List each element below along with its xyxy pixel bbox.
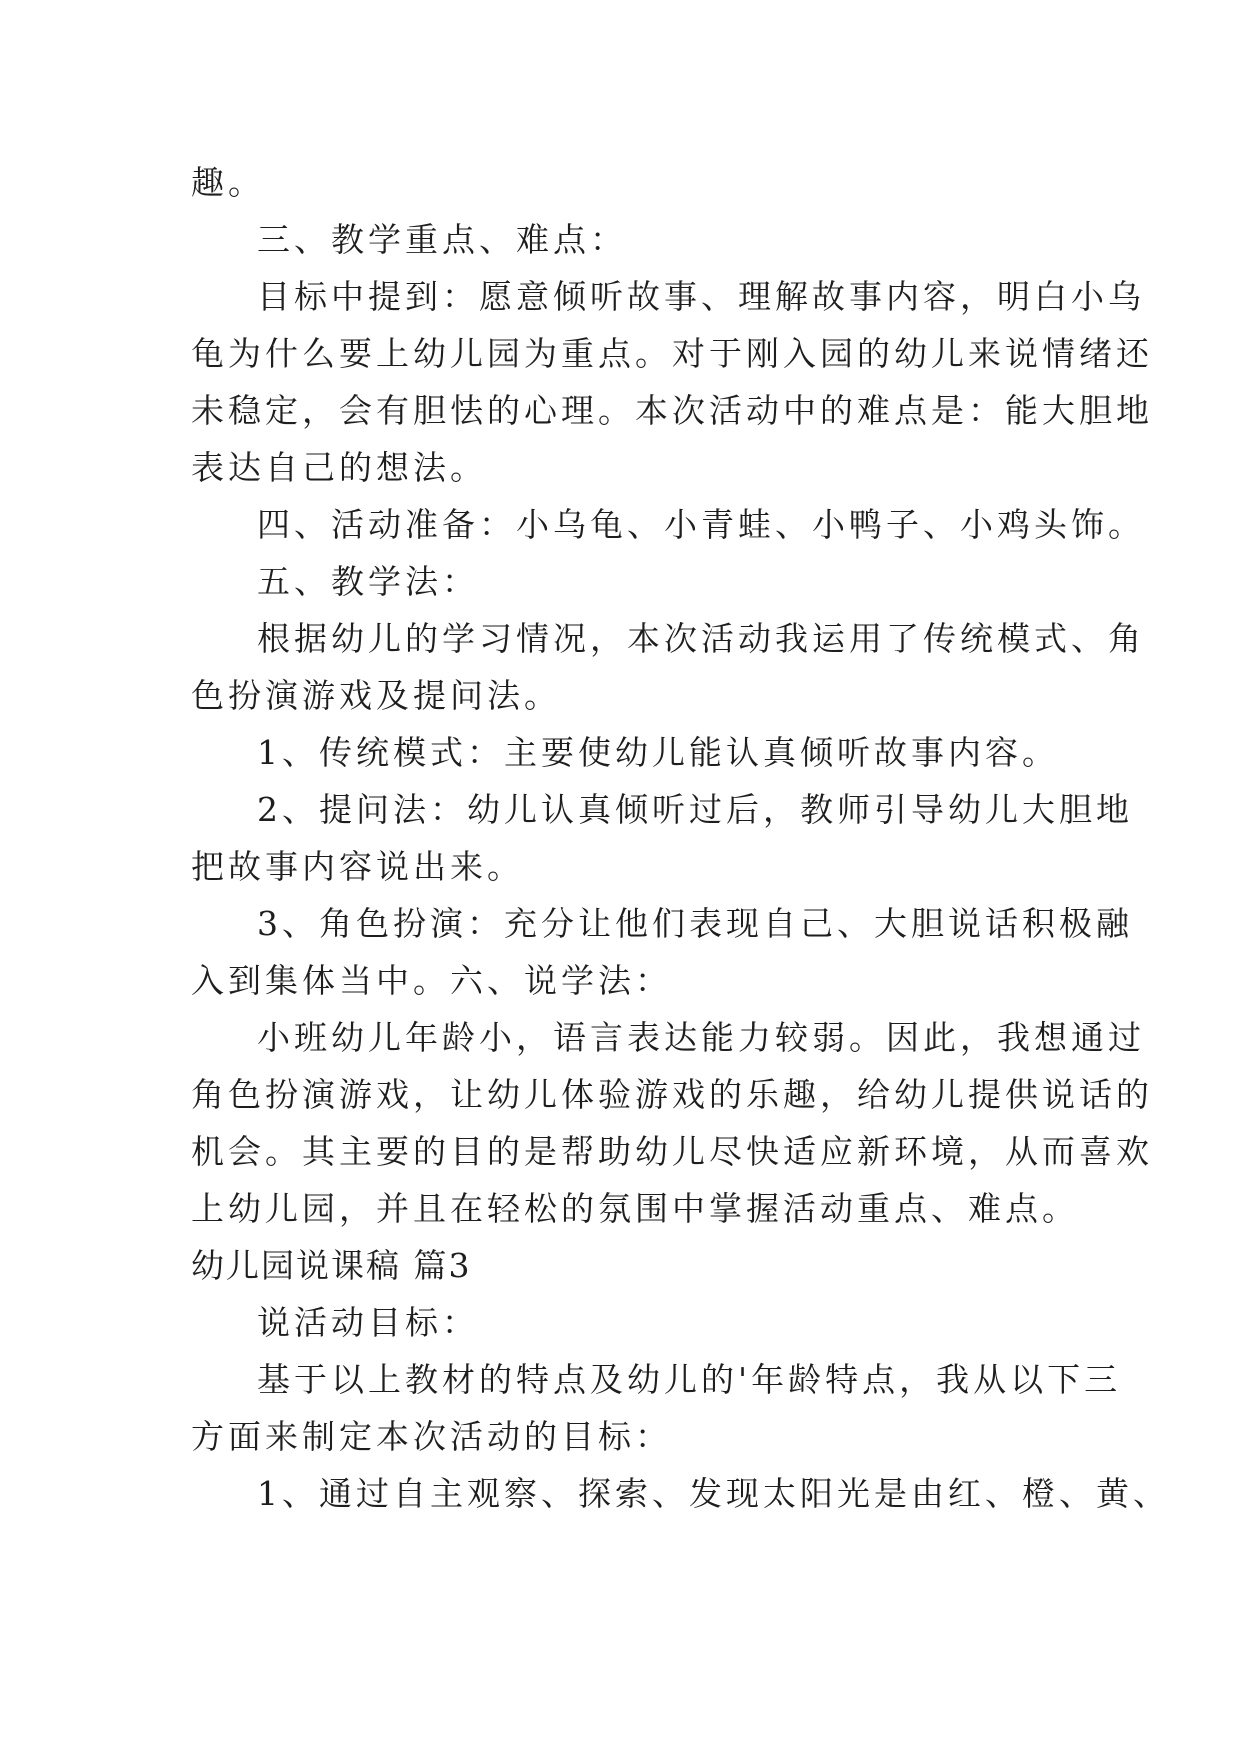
text-line: 趣。 [191,163,265,202]
text-line: 表达自己的想法。 [191,448,487,487]
section-heading: 说活动目标： [257,1303,479,1342]
list-item: 2、提问法：幼儿认真倾听过后，教师引导幼儿大胆地 [257,790,1133,829]
text-line: 龟为什么要上幼儿园为重点。对于刚入园的幼儿来说情绪还 [191,334,1153,373]
list-item: 1、通过自主观察、探索、发现太阳光是由红、橙、黄、 [257,1474,1170,1513]
section-heading: 三、教学重点、难点： [257,220,627,259]
text-line: 上幼儿园，并且在轻松的氛围中掌握活动重点、难点。 [191,1189,1079,1228]
text-line: 机会。其主要的目的是帮助幼儿尽快适应新环境，从而喜欢 [191,1132,1153,1171]
article-title: 幼儿园说课稿 篇3 [191,1246,472,1285]
list-item: 1、传统模式：主要使幼儿能认真倾听故事内容。 [257,733,1059,772]
text-line: 小班幼儿年龄小，语言表达能力较弱。因此，我想通过 [257,1018,1145,1057]
text-line: 未稳定，会有胆怯的心理。本次活动中的难点是：能大胆地 [191,391,1153,430]
list-item: 3、角色扮演：充分让他们表现自己、大胆说话积极融 [257,904,1133,943]
text-line: 目标中提到：愿意倾听故事、理解故事内容，明白小乌 [257,277,1145,316]
text-line: 入到集体当中。六、说学法： [191,961,672,1000]
text-line: 色扮演游戏及提问法。 [191,676,561,715]
section-heading: 四、活动准备：小乌龟、小青蛙、小鸭子、小鸡头饰。 [257,505,1145,544]
text-line: 方面来制定本次活动的目标： [191,1417,672,1456]
text-line: 根据幼儿的学习情况，本次活动我运用了传统模式、角 [257,619,1145,658]
text-line: 基于以上教材的特点及幼儿的'年龄特点，我从以下三 [257,1360,1122,1399]
section-heading: 五、教学法： [257,562,479,601]
text-line: 把故事内容说出来。 [191,847,524,886]
text-line: 角色扮演游戏，让幼儿体验游戏的乐趣，给幼儿提供说话的 [191,1075,1153,1114]
